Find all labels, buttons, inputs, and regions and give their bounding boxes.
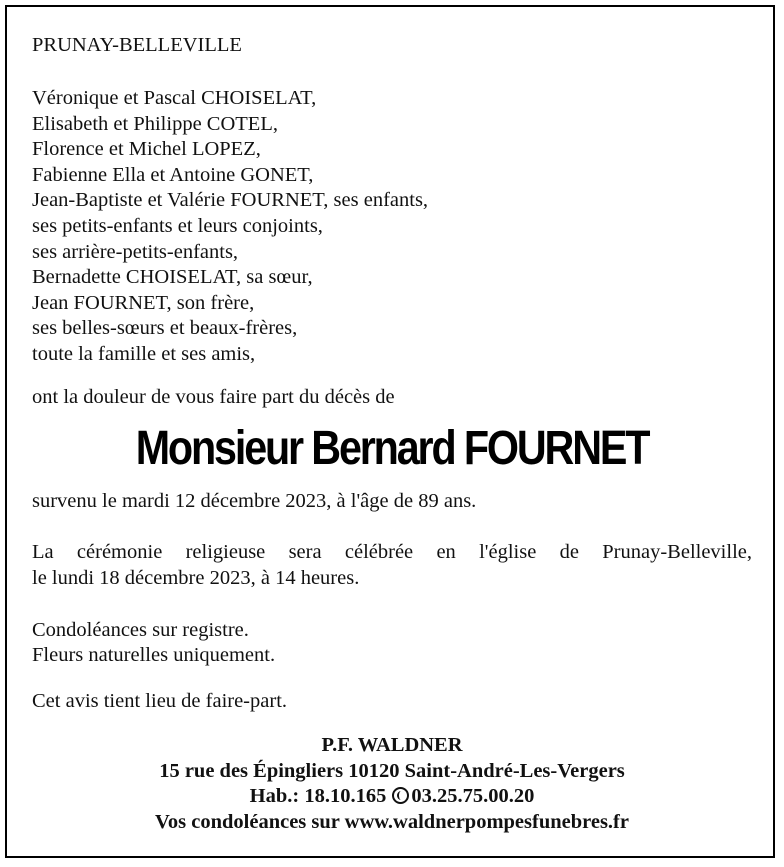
flowers-note: Fleurs naturelles uniquement. [32, 644, 276, 666]
phone-number: 03.25.75.00.20 [411, 785, 535, 808]
ceremony-line-1: La cérémonie religieuse sera célébrée en l'église de Prunay-Belleville, [32, 541, 752, 563]
announcement: ont la douleur de vous faire part du décès de [32, 386, 395, 408]
funeral-home-info [0, 733, 784, 835]
ceremony-line-2: le lundi 18 décembre 2023, à 14 heures. [32, 566, 360, 589]
location: PRUNAY-BELLEVILLE [32, 34, 242, 56]
contact-line [0, 784, 784, 810]
ceremony-info [32, 540, 752, 591]
family-member: Bernadette CHOISELAT, sa sœur, [32, 266, 313, 289]
family-member: ses petits-enfants et leurs conjoints, [32, 214, 323, 237]
hab-number: Hab.: 18.10.165 [249, 785, 387, 808]
company-name: P.F. WALDNER [321, 734, 463, 756]
family-member: toute la famille et ses amis, [32, 342, 256, 365]
faire-part-note: Cet avis tient lieu de faire-part. [32, 690, 288, 712]
deceased-name: Monsieur Bernard FOURNET [135, 422, 649, 475]
death-info: survenu le mardi 12 décembre 2023, à l'âge de 89 ans. [32, 490, 477, 512]
family-member: Elisabeth et Philippe COTEL, [32, 112, 278, 135]
family-member: Florence et Michel LOPEZ, [32, 138, 261, 161]
family-member: ses arrière-petits-enfants, [32, 240, 239, 263]
family-list [32, 86, 428, 368]
phone-icon [392, 787, 409, 804]
family-member: Véronique et Pascal CHOISELAT, [32, 87, 317, 109]
family-member: Fabienne Ella et Antoine GONET, [32, 163, 314, 186]
company-address: 15 rue des Épingliers 10120 Saint-André-Les-Vergers [159, 759, 625, 782]
family-member: Jean FOURNET, son frère, [32, 291, 255, 314]
family-member: Jean-Baptiste et Valérie FOURNET, ses enfants, [32, 189, 429, 212]
website-line: Vos condoléances sur www.waldnerpompesfunebres.fr [154, 810, 629, 833]
condolences-register: Condoléances sur registre. [32, 619, 249, 641]
family-member: ses belles-sœurs et beaux-frères, [32, 317, 298, 340]
